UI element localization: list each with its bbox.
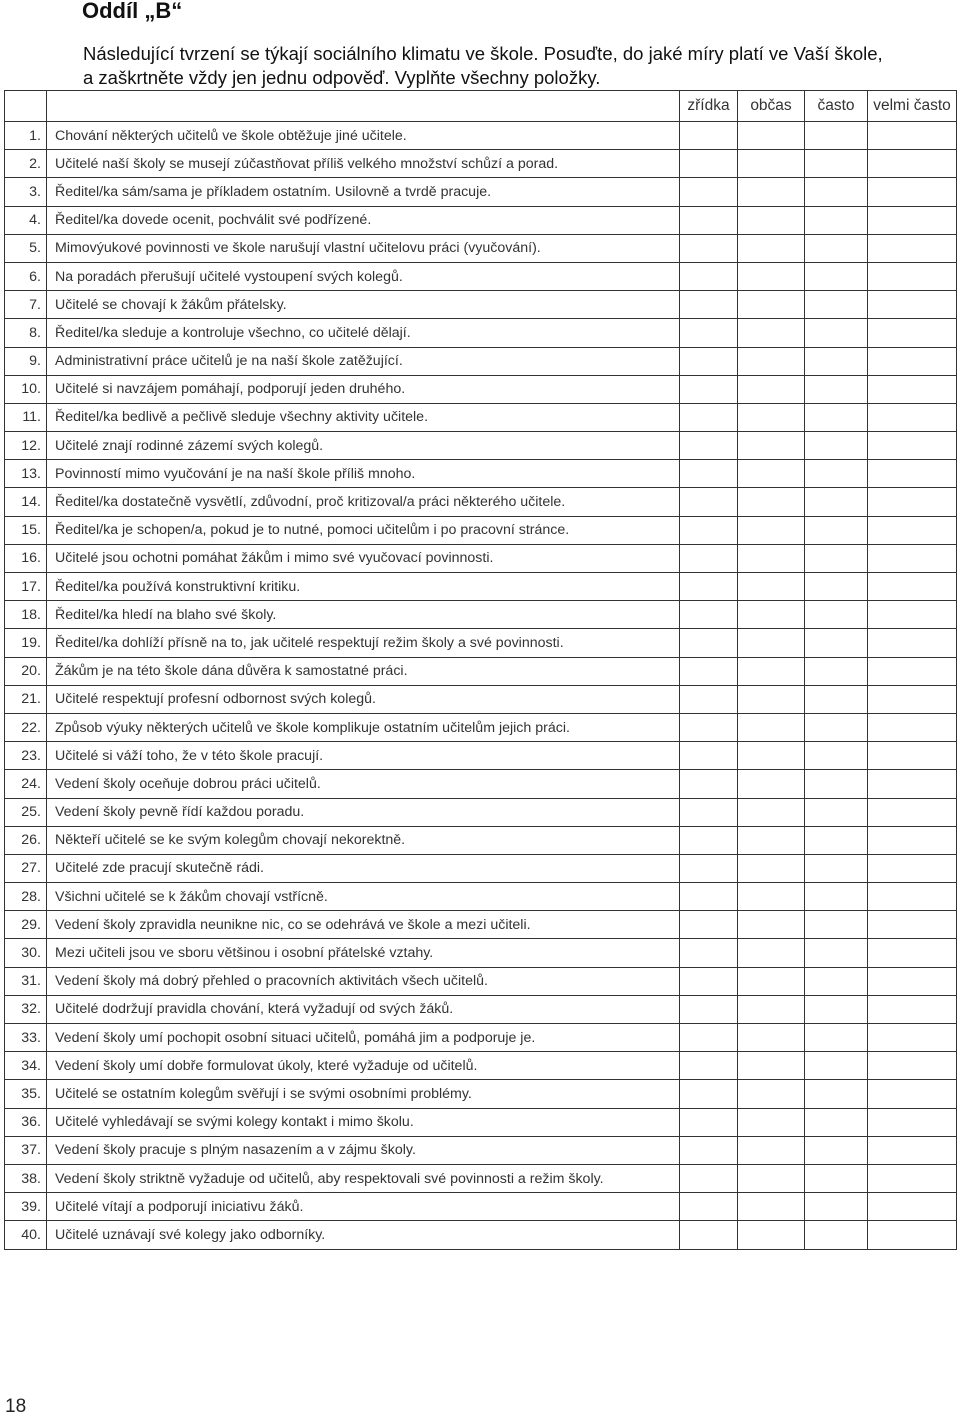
item-number: 31. (5, 967, 47, 995)
item-statement: Učitelé zde pracují skutečně rádi. (47, 854, 680, 882)
answer-cell-velmi-casto[interactable] (868, 150, 957, 178)
answer-cell-velmi-casto[interactable] (868, 1221, 957, 1249)
answer-cell-obcas[interactable] (738, 1052, 805, 1080)
page-number: 18 (5, 1396, 27, 1417)
item-statement: Mezi učiteli jsou ve sboru většinou i osobní přátelské vztahy. (47, 939, 680, 967)
item-statement: Někteří učitelé se ke svým kolegům chovají nekorektně. (47, 826, 680, 854)
item-number: 8. (5, 319, 47, 347)
table-row (5, 1164, 957, 1192)
answer-cell-casto[interactable] (805, 1193, 868, 1221)
answer-cell-casto[interactable] (805, 967, 868, 995)
item-number: 32. (5, 995, 47, 1023)
answer-cell-obcas[interactable] (738, 883, 805, 911)
item-number: 30. (5, 939, 47, 967)
table-row (5, 206, 957, 234)
answer-cell-velmi-casto[interactable] (868, 657, 957, 685)
table-row (5, 544, 957, 572)
item-number: 9. (5, 347, 47, 375)
answer-cell-casto[interactable] (805, 178, 868, 206)
answer-cell-obcas[interactable] (738, 1136, 805, 1164)
answer-cell-obcas[interactable] (738, 291, 805, 319)
item-number: 1. (5, 122, 47, 150)
answer-cell-obcas[interactable] (738, 178, 805, 206)
answer-cell-velmi-casto[interactable] (868, 601, 957, 629)
item-number: 15. (5, 516, 47, 544)
column-header-obcas: občas (738, 91, 805, 122)
answer-cell-casto[interactable] (805, 742, 868, 770)
answer-cell-zridka[interactable] (680, 1080, 738, 1108)
answer-cell-casto[interactable] (805, 488, 868, 516)
item-number: 27. (5, 854, 47, 882)
item-number: 3. (5, 178, 47, 206)
item-statement: Ředitel/ka používá konstruktivní kritiku. (47, 573, 680, 601)
answer-cell-obcas[interactable] (738, 375, 805, 403)
item-number: 6. (5, 262, 47, 290)
answer-cell-velmi-casto[interactable] (868, 291, 957, 319)
answer-cell-casto[interactable] (805, 460, 868, 488)
answer-cell-casto[interactable] (805, 573, 868, 601)
answer-cell-zridka[interactable] (680, 826, 738, 854)
answer-cell-casto[interactable] (805, 516, 868, 544)
answer-cell-casto[interactable] (805, 347, 868, 375)
item-number: 21. (5, 685, 47, 713)
item-statement: Žákům je na této škole dána důvěra k samostatné práci. (47, 657, 680, 685)
answer-cell-zridka[interactable] (680, 967, 738, 995)
answer-cell-zridka[interactable] (680, 206, 738, 234)
questionnaire-table (4, 90, 957, 1250)
table-row (5, 911, 957, 939)
answer-cell-velmi-casto[interactable] (868, 1136, 957, 1164)
answer-cell-casto[interactable] (805, 601, 868, 629)
answer-cell-velmi-casto[interactable] (868, 1080, 957, 1108)
item-statement: Ředitel/ka dohlíží přísně na to, jak učitelé respektují režim školy a své povinnosti. (47, 629, 680, 657)
answer-cell-obcas[interactable] (738, 319, 805, 347)
table-row (5, 770, 957, 798)
answer-cell-obcas[interactable] (738, 911, 805, 939)
item-number: 22. (5, 713, 47, 741)
answer-cell-zridka[interactable] (680, 150, 738, 178)
item-number: 20. (5, 657, 47, 685)
answer-cell-casto[interactable] (805, 262, 868, 290)
answer-cell-obcas[interactable] (738, 770, 805, 798)
answer-cell-casto[interactable] (805, 1164, 868, 1192)
answer-cell-zridka[interactable] (680, 770, 738, 798)
item-number: 2. (5, 150, 47, 178)
item-number: 7. (5, 291, 47, 319)
item-number: 35. (5, 1080, 47, 1108)
table-row (5, 854, 957, 882)
answer-cell-velmi-casto[interactable] (868, 995, 957, 1023)
table-row (5, 1108, 957, 1136)
item-statement: Vedení školy umí dobře formulovat úkoly, které vyžaduje od učitelů. (47, 1052, 680, 1080)
answer-cell-zridka[interactable] (680, 685, 738, 713)
answer-cell-obcas[interactable] (738, 347, 805, 375)
answer-cell-casto[interactable] (805, 798, 868, 826)
answer-cell-velmi-casto[interactable] (868, 319, 957, 347)
answer-cell-zridka[interactable] (680, 742, 738, 770)
table-row (5, 375, 957, 403)
item-number: 11. (5, 403, 47, 431)
item-statement: Učitelé se chovají k žákům přátelsky. (47, 291, 680, 319)
answer-cell-zridka[interactable] (680, 939, 738, 967)
table-row (5, 629, 957, 657)
table-row (5, 1080, 957, 1108)
item-statement: Ředitel/ka hledí na blaho své školy. (47, 601, 680, 629)
table-row (5, 939, 957, 967)
instructions (83, 42, 953, 90)
answer-cell-zridka[interactable] (680, 854, 738, 882)
answer-cell-zridka[interactable] (680, 488, 738, 516)
instructions-line-1: Následující tvrzení se týkají sociálního klimatu ve škole. Posuďte, do jaké míry platí ve Vaší škole, (83, 43, 883, 64)
item-number: 33. (5, 1024, 47, 1052)
table-row (5, 657, 957, 685)
table-row (5, 403, 957, 431)
answer-cell-velmi-casto[interactable] (868, 544, 957, 572)
answer-cell-casto[interactable] (805, 432, 868, 460)
answer-cell-velmi-casto[interactable] (868, 375, 957, 403)
item-number: 29. (5, 911, 47, 939)
item-number: 28. (5, 883, 47, 911)
table-row (5, 234, 957, 262)
answer-cell-velmi-casto[interactable] (868, 403, 957, 431)
item-number: 39. (5, 1193, 47, 1221)
answer-cell-zridka[interactable] (680, 798, 738, 826)
answer-cell-velmi-casto[interactable] (868, 798, 957, 826)
item-number: 13. (5, 460, 47, 488)
table-row (5, 573, 957, 601)
table-row (5, 319, 957, 347)
table-row (5, 826, 957, 854)
answer-cell-casto[interactable] (805, 826, 868, 854)
answer-cell-casto[interactable] (805, 403, 868, 431)
item-statement: Vedení školy pevně řídí každou poradu. (47, 798, 680, 826)
answer-cell-obcas[interactable] (738, 122, 805, 150)
item-number: 4. (5, 206, 47, 234)
answer-cell-casto[interactable] (805, 685, 868, 713)
table-row (5, 1193, 957, 1221)
answer-cell-casto[interactable] (805, 995, 868, 1023)
item-statement: Ředitel/ka dostatečně vysvětlí, zdůvodní, proč kritizoval/a práci některého učitele. (47, 488, 680, 516)
answer-cell-obcas[interactable] (738, 516, 805, 544)
answer-cell-velmi-casto[interactable] (868, 234, 957, 262)
answer-cell-casto[interactable] (805, 234, 868, 262)
answer-cell-obcas[interactable] (738, 150, 805, 178)
table-row (5, 178, 957, 206)
table-row (5, 967, 957, 995)
table-row (5, 883, 957, 911)
answer-cell-obcas[interactable] (738, 432, 805, 460)
table-row (5, 1221, 957, 1249)
item-number: 38. (5, 1164, 47, 1192)
item-number: 34. (5, 1052, 47, 1080)
answer-cell-zridka[interactable] (680, 375, 738, 403)
item-number: 36. (5, 1108, 47, 1136)
answer-cell-casto[interactable] (805, 854, 868, 882)
answer-cell-velmi-casto[interactable] (868, 516, 957, 544)
answer-cell-velmi-casto[interactable] (868, 178, 957, 206)
answer-cell-velmi-casto[interactable] (868, 1108, 957, 1136)
answer-cell-velmi-casto[interactable] (868, 1024, 957, 1052)
item-statement: Povinností mimo vyučování je na naší škole příliš mnoho. (47, 460, 680, 488)
answer-cell-velmi-casto[interactable] (868, 854, 957, 882)
answer-cell-zridka[interactable] (680, 883, 738, 911)
answer-cell-zridka[interactable] (680, 432, 738, 460)
answer-cell-velmi-casto[interactable] (868, 883, 957, 911)
answer-cell-zridka[interactable] (680, 234, 738, 262)
table-row (5, 432, 957, 460)
table-row (5, 1052, 957, 1080)
table-row (5, 1024, 957, 1052)
item-statement: Ředitel/ka sám/sama je příkladem ostatním. Usilovně a tvrdě pracuje. (47, 178, 680, 206)
answer-cell-casto[interactable] (805, 1108, 868, 1136)
answer-cell-zridka[interactable] (680, 347, 738, 375)
answer-cell-zridka[interactable] (680, 713, 738, 741)
table-row (5, 488, 957, 516)
answer-cell-zridka[interactable] (680, 1164, 738, 1192)
answer-cell-velmi-casto[interactable] (868, 1193, 957, 1221)
table-row (5, 122, 957, 150)
table-row (5, 995, 957, 1023)
header-statement-cell (47, 91, 680, 122)
answer-cell-obcas[interactable] (738, 488, 805, 516)
answer-cell-velmi-casto[interactable] (868, 460, 957, 488)
item-statement: Způsob výuky některých učitelů ve škole komplikuje ostatním učitelům jejich práci. (47, 713, 680, 741)
table-row (5, 150, 957, 178)
item-statement: Učitelé znají rodinné zázemí svých kolegů. (47, 432, 680, 460)
table-row (5, 601, 957, 629)
answer-cell-casto[interactable] (805, 1136, 868, 1164)
answer-cell-velmi-casto[interactable] (868, 685, 957, 713)
item-number: 12. (5, 432, 47, 460)
answer-cell-obcas[interactable] (738, 206, 805, 234)
item-statement: Ředitel/ka sleduje a kontroluje všechno, co učitelé dělají. (47, 319, 680, 347)
item-statement: Ředitel/ka dovede ocenit, pochválit své podřízené. (47, 206, 680, 234)
answer-cell-casto[interactable] (805, 883, 868, 911)
column-header-zridka: zřídka (680, 91, 738, 122)
answer-cell-zridka[interactable] (680, 911, 738, 939)
answer-cell-velmi-casto[interactable] (868, 432, 957, 460)
answer-cell-zridka[interactable] (680, 1052, 738, 1080)
answer-cell-velmi-casto[interactable] (868, 770, 957, 798)
answer-cell-obcas[interactable] (738, 403, 805, 431)
item-number: 14. (5, 488, 47, 516)
item-statement: Učitelé dodržují pravidla chování, která vyžadují od svých žáků. (47, 995, 680, 1023)
answer-cell-zridka[interactable] (680, 1136, 738, 1164)
answer-cell-zridka[interactable] (680, 629, 738, 657)
answer-cell-obcas[interactable] (738, 1221, 805, 1249)
answer-cell-casto[interactable] (805, 122, 868, 150)
item-statement: Ředitel/ka bedlivě a pečlivě sleduje všechny aktivity učitele. (47, 403, 680, 431)
table-row (5, 291, 957, 319)
table-row (5, 685, 957, 713)
answer-cell-zridka[interactable] (680, 403, 738, 431)
answer-cell-obcas[interactable] (738, 601, 805, 629)
answer-cell-obcas[interactable] (738, 798, 805, 826)
answer-cell-obcas[interactable] (738, 1108, 805, 1136)
column-header-casto: často (805, 91, 868, 122)
item-statement: Učitelé jsou ochotni pomáhat žákům i mimo své vyučovací povinnosti. (47, 544, 680, 572)
item-number: 19. (5, 629, 47, 657)
answer-cell-casto[interactable] (805, 911, 868, 939)
item-statement: Na poradách přerušují učitelé vystoupení svých kolegů. (47, 262, 680, 290)
table-row (5, 798, 957, 826)
item-number: 18. (5, 601, 47, 629)
answer-cell-velmi-casto[interactable] (868, 939, 957, 967)
answer-cell-velmi-casto[interactable] (868, 488, 957, 516)
answer-cell-obcas[interactable] (738, 460, 805, 488)
answer-cell-zridka[interactable] (680, 657, 738, 685)
answer-cell-obcas[interactable] (738, 939, 805, 967)
answer-cell-obcas[interactable] (738, 544, 805, 572)
item-number: 10. (5, 375, 47, 403)
item-statement: Vedení školy má dobrý přehled o pracovních aktivitách všech učitelů. (47, 967, 680, 995)
answer-cell-casto[interactable] (805, 319, 868, 347)
answer-cell-velmi-casto[interactable] (868, 573, 957, 601)
table-row (5, 460, 957, 488)
answer-cell-obcas[interactable] (738, 629, 805, 657)
instructions-line-2: a zaškrtněte vždy jen jednu odpověď. Vyplňte všechny položky. (83, 67, 601, 88)
answer-cell-velmi-casto[interactable] (868, 206, 957, 234)
answer-cell-zridka[interactable] (680, 262, 738, 290)
table-row (5, 1136, 957, 1164)
answer-cell-velmi-casto[interactable] (868, 742, 957, 770)
answer-cell-obcas[interactable] (738, 657, 805, 685)
table-row (5, 742, 957, 770)
answer-cell-obcas[interactable] (738, 713, 805, 741)
answer-cell-velmi-casto[interactable] (868, 122, 957, 150)
answer-cell-zridka[interactable] (680, 995, 738, 1023)
answer-cell-velmi-casto[interactable] (868, 911, 957, 939)
answer-cell-casto[interactable] (805, 1052, 868, 1080)
answer-cell-obcas[interactable] (738, 234, 805, 262)
item-statement: Vedení školy zpravidla neunikne nic, co se odehrává ve škole a mezi učiteli. (47, 911, 680, 939)
item-statement: Učitelé si váží toho, že v této škole pracují. (47, 742, 680, 770)
answer-cell-obcas[interactable] (738, 1193, 805, 1221)
item-statement: Vedení školy striktně vyžaduje od učitelů, aby respektovali své povinnosti a režim školy. (47, 1164, 680, 1192)
item-statement: Chování některých učitelů ve škole obtěžuje jiné učitele. (47, 122, 680, 150)
answer-cell-zridka[interactable] (680, 460, 738, 488)
answer-cell-obcas[interactable] (738, 1024, 805, 1052)
answer-cell-casto[interactable] (805, 291, 868, 319)
table-row (5, 262, 957, 290)
item-statement: Učitelé respektují profesní odbornost svých kolegů. (47, 685, 680, 713)
answer-cell-zridka[interactable] (680, 178, 738, 206)
item-statement: Učitelé se ostatním kolegům svěřují i se svými osobními problémy. (47, 1080, 680, 1108)
item-statement: Učitelé uznávají své kolegy jako odborníky. (47, 1221, 680, 1249)
item-number: 16. (5, 544, 47, 572)
item-number: 25. (5, 798, 47, 826)
answer-cell-obcas[interactable] (738, 995, 805, 1023)
answer-cell-obcas[interactable] (738, 262, 805, 290)
answer-cell-zridka[interactable] (680, 544, 738, 572)
item-statement: Všichni učitelé se k žákům chovají vstřícně. (47, 883, 680, 911)
item-statement: Mimovýukové povinnosti ve škole narušují vlastní učitelovu práci (vyučování). (47, 234, 680, 262)
item-statement: Učitelé si navzájem pomáhají, podporují jeden druhého. (47, 375, 680, 403)
answer-cell-obcas[interactable] (738, 685, 805, 713)
header-number-cell (5, 91, 47, 122)
item-number: 17. (5, 573, 47, 601)
answer-cell-velmi-casto[interactable] (868, 347, 957, 375)
item-statement: Učitelé vyhledávají se svými kolegy kontakt i mimo školu. (47, 1108, 680, 1136)
answer-cell-casto[interactable] (805, 150, 868, 178)
answer-cell-velmi-casto[interactable] (868, 262, 957, 290)
answer-cell-zridka[interactable] (680, 516, 738, 544)
answer-cell-obcas[interactable] (738, 854, 805, 882)
column-header-velmi-casto: velmi často (868, 91, 957, 122)
item-number: 40. (5, 1221, 47, 1249)
item-number: 5. (5, 234, 47, 262)
answer-cell-zridka[interactable] (680, 319, 738, 347)
answer-cell-casto[interactable] (805, 375, 868, 403)
answer-cell-zridka[interactable] (680, 1024, 738, 1052)
section-title: Oddíl „B“ (82, 0, 183, 23)
answer-cell-zridka[interactable] (680, 122, 738, 150)
answer-cell-casto[interactable] (805, 657, 868, 685)
answer-cell-zridka[interactable] (680, 573, 738, 601)
answer-cell-zridka[interactable] (680, 291, 738, 319)
item-number: 24. (5, 770, 47, 798)
answer-cell-obcas[interactable] (738, 573, 805, 601)
answer-cell-zridka[interactable] (680, 601, 738, 629)
answer-cell-casto[interactable] (805, 713, 868, 741)
answer-cell-casto[interactable] (805, 1024, 868, 1052)
item-statement: Vedení školy pracuje s plným nasazením a v zájmu školy. (47, 1136, 680, 1164)
table-row (5, 347, 957, 375)
item-statement: Administrativní práce učitelů je na naší škole zatěžující. (47, 347, 680, 375)
item-statement: Učitelé vítají a podporují iniciativu žáků. (47, 1193, 680, 1221)
item-number: 23. (5, 742, 47, 770)
answer-cell-velmi-casto[interactable] (868, 1052, 957, 1080)
answer-cell-obcas[interactable] (738, 1080, 805, 1108)
answer-cell-velmi-casto[interactable] (868, 967, 957, 995)
answer-cell-casto[interactable] (805, 629, 868, 657)
answer-cell-casto[interactable] (805, 939, 868, 967)
table-row (5, 516, 957, 544)
answer-cell-casto[interactable] (805, 206, 868, 234)
answer-cell-velmi-casto[interactable] (868, 826, 957, 854)
answer-cell-casto[interactable] (805, 544, 868, 572)
item-statement: Vedení školy oceňuje dobrou práci učitelů. (47, 770, 680, 798)
answer-cell-zridka[interactable] (680, 1108, 738, 1136)
answer-cell-velmi-casto[interactable] (868, 629, 957, 657)
answer-cell-obcas[interactable] (738, 967, 805, 995)
answer-cell-velmi-casto[interactable] (868, 713, 957, 741)
answer-cell-obcas[interactable] (738, 1164, 805, 1192)
answer-cell-casto[interactable] (805, 1080, 868, 1108)
table-row (5, 713, 957, 741)
item-number: 37. (5, 1136, 47, 1164)
answer-cell-obcas[interactable] (738, 826, 805, 854)
item-statement: Vedení školy umí pochopit osobní situaci učitelů, pomáhá jim a podporuje je. (47, 1024, 680, 1052)
item-number: 26. (5, 826, 47, 854)
item-statement: Učitelé naší školy se musejí zúčastňovat příliš velkého množství schůzí a porad. (47, 150, 680, 178)
answer-cell-casto[interactable] (805, 1221, 868, 1249)
answer-cell-casto[interactable] (805, 770, 868, 798)
answer-cell-zridka[interactable] (680, 1193, 738, 1221)
answer-cell-zridka[interactable] (680, 1221, 738, 1249)
table-header-row (5, 91, 957, 122)
answer-cell-obcas[interactable] (738, 742, 805, 770)
answer-cell-velmi-casto[interactable] (868, 1164, 957, 1192)
item-statement: Ředitel/ka je schopen/a, pokud je to nutné, pomoci učitelům i po pracovní stránce. (47, 516, 680, 544)
